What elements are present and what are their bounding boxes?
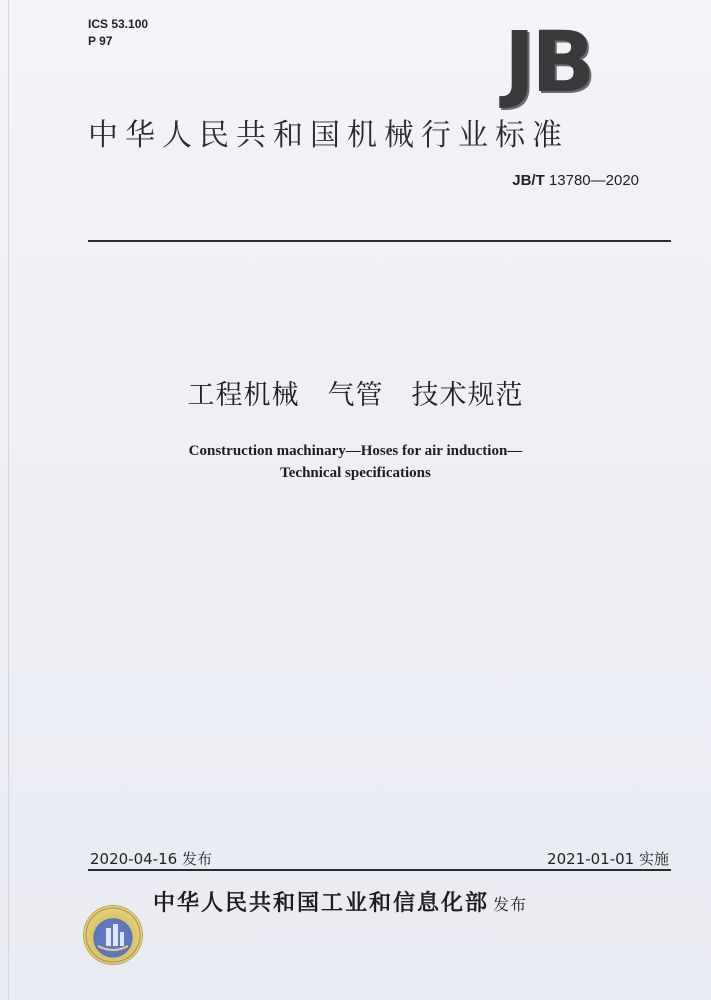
classification-codes: [88, 16, 148, 50]
bottom-divider: [88, 869, 671, 871]
jb-logo: JB: [504, 13, 592, 111]
title-english-line1: Construction machinary—Hoses for air induction—: [188, 443, 523, 459]
ministry-seal-icon: [84, 906, 142, 964]
standard-category-title: 中华人民共和国机械行业标准: [88, 118, 569, 153]
standard-prefix: JB/T: [512, 172, 545, 189]
title-english: [0, 440, 711, 484]
issue-date: 2020-04-16 发布: [90, 850, 212, 868]
top-divider: [88, 240, 671, 242]
title-english-line2: Technical specifications: [280, 465, 431, 481]
publisher-suffix: 发布: [493, 895, 528, 914]
standard-code: 13780—2020: [544, 172, 639, 189]
implementation-date: 2021-01-01 实施: [547, 850, 669, 868]
publisher-name: 中华人民共和国工业和信息化部: [153, 891, 490, 916]
standard-number: [512, 172, 639, 189]
ccs-code: P 97: [88, 34, 113, 48]
page-edge: [8, 0, 9, 1000]
ics-code: ICS 53.100: [88, 17, 149, 31]
title-chinese: 工程机械 气管 技术规范: [187, 380, 524, 411]
publisher: [153, 886, 527, 917]
